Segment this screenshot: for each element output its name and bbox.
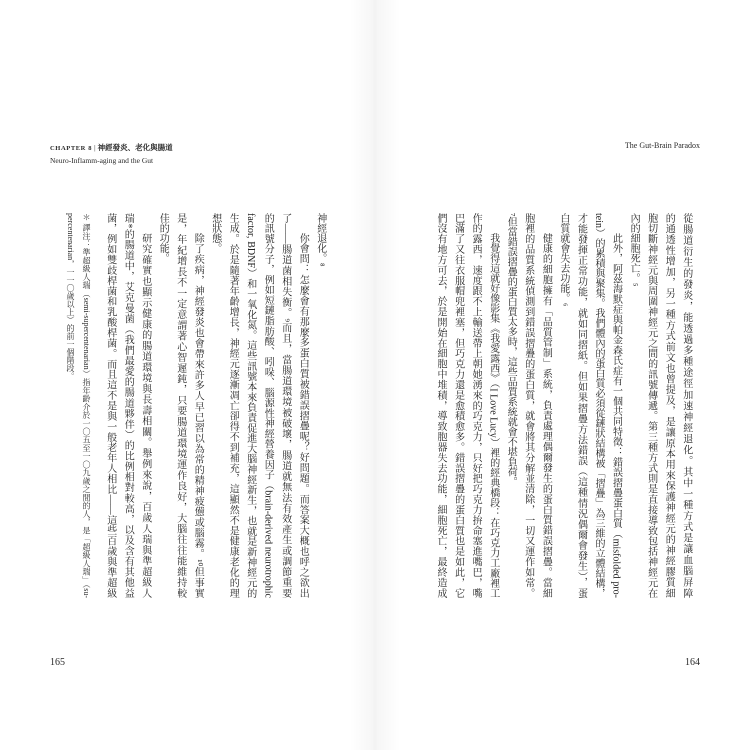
body-text-column: 神經退化。⁸ [314,213,326,267]
body-text-column: factor, BDNF）和一氧化氮。這些訊號本來負責促進大腦神經新生，也就是新神經元的 [244,213,256,598]
body-text-column: 我覺得這就好像影集《我愛露西》（I Love Lucy）裡的經典橋段：在巧克力工廠裡工 [487,233,499,598]
body-text-column: 生成。於是隨著年齡增長，神經元逐漸凋亡卻得不到補充，這顯然不是健康老化的理 [227,213,239,598]
body-text-column: 研究確實也顯示健康的腸道環境與長壽相關。舉例來說，百歲人瑞與準超級人 [139,233,151,598]
body-text-column: 胞切斷神經元與周圍神經元之間的訊號傳遞。第三種方式則是直接導致包括神經元在 [645,213,657,598]
body-text-column: 想狀態。 [209,213,221,253]
running-head-left [50,140,173,166]
body-text-column: 健康的細胞擁有「品質管制」系統，負責處理偶爾發生的蛋白質錯誤摺疊。當細 [540,233,552,598]
body-text-column: 此外，阿茲海默症與帕金森氏症有一個共同特徵：錯誤摺疊蛋白質（misfolded pro- [610,233,622,598]
body-text-column: 菌，例如雙歧桿菌和乳酸桿菌。而且這不是與一般老年人相比——這些百歲與準超級 [104,213,116,598]
body-text-column: 內的細胞死亡。⁵ [628,213,640,287]
page-number: 164 [685,657,700,668]
body-text-column: 白質就會失去功能。⁶ [557,213,569,307]
body-text-column: 的訊號分子，例如短鏈脂肪酸、吲哚、腦源性神經營養因子（brain-derived neurotrophic [262,213,274,598]
body-text-column: 從腸道衍生的發炎，能透過多種途徑加速神經退化。其中一種方式是讓血腦屏障 [680,213,692,598]
body-text-column: 才能發揮正常功能，就如同摺紙。但如果摺疊方法錯誤（這種情況偶爾會發生），蛋 [575,213,587,598]
body-text-column: 們沒有地方可去，於是開始在細胞中堆積，導致胞器失去功能，細胞死亡，最終造成 [435,213,447,598]
chapter-label: CHAPTER 8 [50,145,93,152]
body-text-column: 的通透性增加，另一種方式前文也曾提及，是讓原本用來保護神經元的神經膠質細 [663,213,675,598]
footnote-column: ＊ 譯注：準超級人瑞（semi-supercentenarian）指年齡介於一〇五至一〇九歲之間的人，是「超級人瑞」（su- [82,213,91,598]
chapter-subtitle: Neuro-Inflamm-aging and the Gut [50,156,154,165]
body-text-column: tein）的累積與聚集。我們體內的蛋白質必須從鏈狀結構被「摺疊」為三維的立體結構， [593,213,604,598]
page-number: 165 [50,657,65,668]
body-text-column: 胞裡的品質系統偵測到錯誤摺疊的蛋白質，就會將其分解並清除，一切又運作如常。 [522,213,534,598]
body-text-column: ⁷但當錯誤摺疊的蛋白質太多時，這些品質系統就會不堪負荷。 [505,213,517,487]
running-head-right: The Gut-Brain Paradox [624,141,700,150]
book-gutter-shadow [350,0,400,750]
body-text-column: 是，年紀增長不一定意謂著心智遲鈍，只要腸道環境運作良好，大腦往往能維持較 [174,213,186,598]
running-head-separator: | [94,143,96,152]
body-text-column: 作的露西，速度跟不上輸送帶上朝她湧來的巧克力，只好把巧克力拚命塞進嘴巴，嘴 [470,213,482,598]
body-text-column: 巴滿了又往衣服帽兜裡塞，但巧克力還是愈積愈多。錯誤摺疊的蛋白質也是如此，它 [452,213,464,598]
body-text-column: 佳的功能。 [157,213,169,263]
body-text-column: 除了疾病，神經發炎也會帶來許多人早已習以為常的精神疲憊或腦霧。¹⁰但事實 [192,233,204,598]
footnote-column: percentenarian，一一〇歲以上）的前一個階段。 [66,213,75,381]
body-text-column: 了——腸道菌相失衡。⁹而且，當腸道環境被破壞，腸道就無法有效產生或調節重要 [279,213,291,598]
body-text-column: 你會問：怎麼會有那麼多蛋白質被錯誤摺疊呢？好問題。而答案大概也呼之欲出 [297,233,309,598]
chapter-title: 神經發炎、老化與腸道 [97,143,173,152]
body-text-column: 瑞*的腸道中，艾克曼菌（我們最愛的腸道夥伴）的比例相對較高，以及含有其他益 [122,213,134,598]
